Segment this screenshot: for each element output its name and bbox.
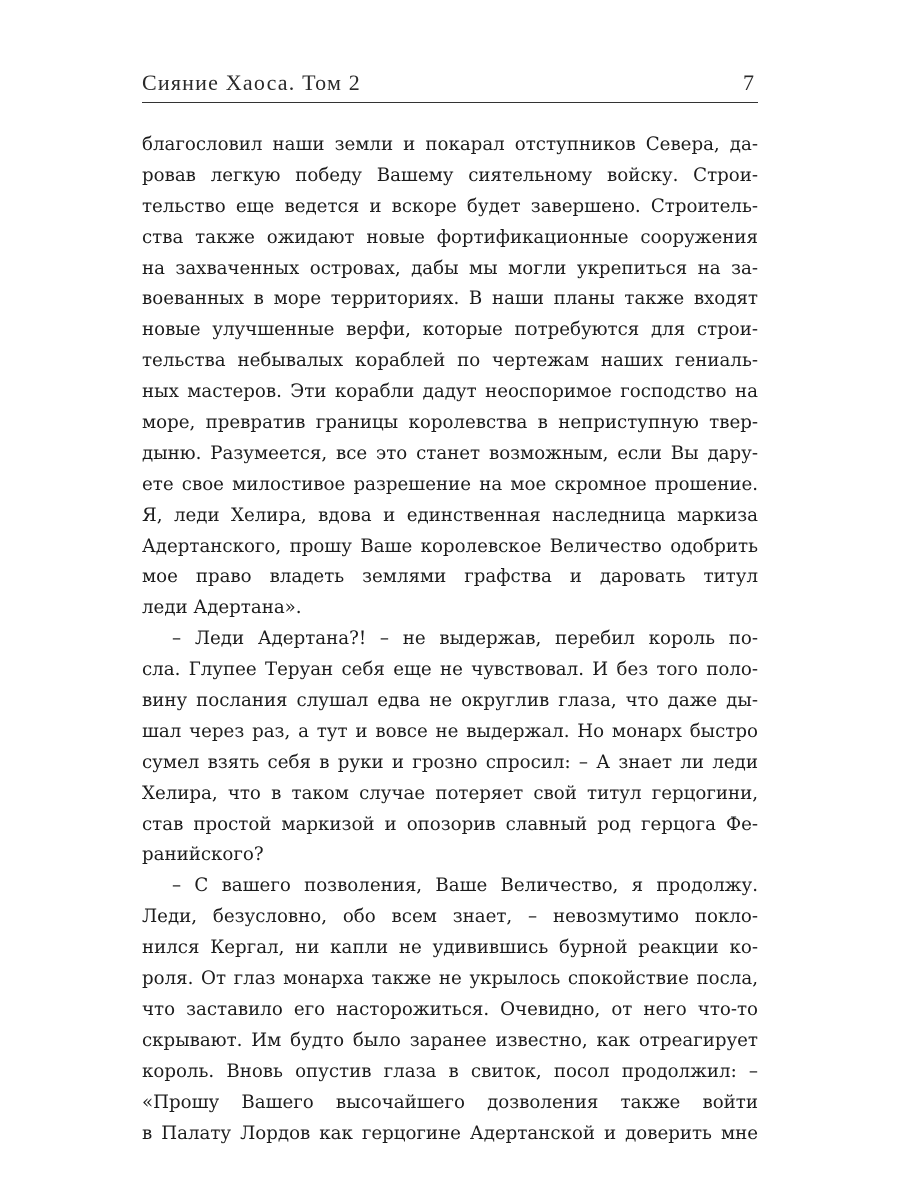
text-line: тельства небывалых кораблей по чертежам наших гениаль- — [142, 350, 758, 372]
text-line: сумел взять себя в руки и грозно спросил: – А знает ли леди — [142, 751, 758, 773]
running-header — [142, 68, 758, 103]
text-line: король. Вновь опустив глаза в свиток, посол продолжил: – — [142, 1060, 758, 1082]
text-line: море, превратив границы королевства в неприступную твер- — [142, 412, 758, 434]
text-line: ных мастеров. Эти корабли дадут неоспоримое господство на — [142, 381, 758, 403]
text-line: Хелира, что в таком случае потеряет свой титул герцогини, — [142, 782, 758, 804]
text-line: ства также ожидают новые фортификационные сооружения — [142, 226, 758, 248]
text-line: что заставило его насторожиться. Очевидно, от него что-то — [142, 998, 758, 1020]
text-line: шал через раз, а тут и вовсе не выдержал. Но монарх быстро — [142, 720, 758, 742]
text-line: ете свое милостивое разрешение на мое скромное прошение. — [142, 473, 758, 495]
text-line: воеванных в море территориях. В наши планы также входят — [142, 288, 758, 310]
text-line: тельство еще ведется и вскоре будет завершено. Строитель- — [142, 195, 758, 217]
text-line: нился Кергал, ни капли не удивившись бурной реакции ко- — [142, 937, 758, 959]
text-line: леди Адертана». — [142, 597, 302, 619]
text-line: ровав легкую победу Вашему сиятельному войску. Строи- — [142, 164, 758, 186]
text-line: Я, леди Хелира, вдова и единственная наследница маркиза — [142, 504, 758, 526]
text-line: скрывают. Им будто было заранее известно, как отреагирует — [142, 1029, 758, 1051]
text-line: Адертанского, прошу Ваше королевское Величество одобрить — [142, 535, 758, 557]
text-line: – Леди Адертана?! – не выдержав, перебил король по- — [172, 628, 758, 650]
text-line: благословил наши земли и покарал отступников Севера, да- — [142, 134, 758, 155]
text-line: «Прошу Вашего высочайшего дозволения также войти — [142, 1091, 758, 1113]
text-line: в Палату Лордов как герцогине Адертанской и доверить мне — [142, 1122, 758, 1144]
body-text — [142, 130, 758, 1149]
text-line: роля. От глаз монарха также не укрылось спокойствие посла, — [142, 968, 758, 990]
text-line: сла. Глупее Теруан себя еще не чувствовал. И без того поло- — [142, 659, 758, 681]
text-line: – С вашего позволения, Ваше Величество, я продолжу. — [172, 875, 758, 897]
text-line: Леди, безусловно, обо всем знает, – невозмутимо покло- — [142, 906, 758, 928]
text-line: мое право владеть землями графства и даровать титул — [142, 566, 758, 588]
text-line: на захваченных островах, дабы мы могли укрепиться на за- — [142, 257, 758, 279]
text-line: новые улучшенные верфи, которые потребуются для строи- — [142, 319, 758, 341]
text-line: вину послания слушал едва не округлив глаза, что даже ды- — [142, 690, 758, 712]
text-line: ранийского? — [142, 844, 264, 866]
page-number: 7 — [743, 70, 754, 95]
text-line: став простой маркизой и опозорив славный род герцога Фе- — [142, 813, 758, 835]
text-line: дыню. Разумеется, все это станет возможным, если Вы дару- — [142, 442, 758, 464]
book-title: Сияние Хаоса. Том 2 — [142, 70, 361, 95]
